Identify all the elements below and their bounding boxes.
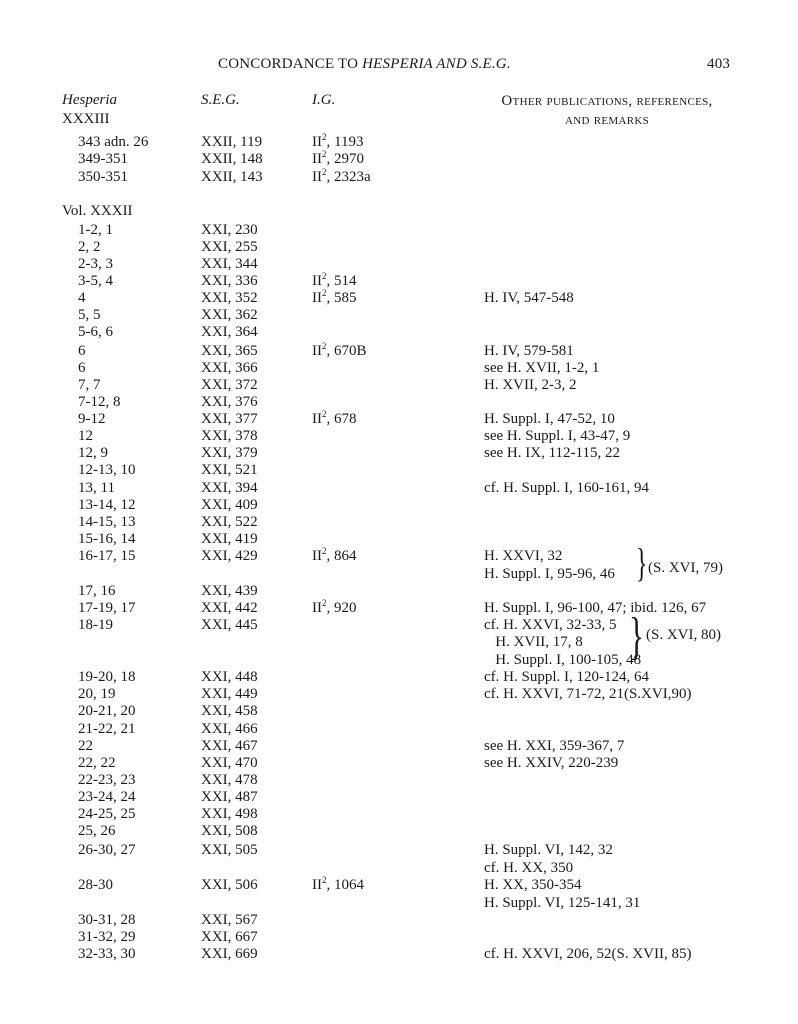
table-row: [0, 877, 798, 894]
ig-ref: [312, 169, 371, 186]
ig-ref-number: , 678: [326, 411, 357, 427]
ig-edition-superscript: 2: [322, 149, 327, 159]
table-row: [0, 772, 798, 789]
hesperia-ref: 16-17, 15: [78, 548, 136, 564]
seg-ref: XXI, 470: [201, 755, 258, 771]
bracket-note-s16-80: (S. XVI, 80): [646, 627, 721, 643]
col-header-other-line2: and remarks: [564, 112, 650, 128]
ig-edition-superscript: 2: [322, 546, 327, 556]
hesperia-ref: 14-15, 13: [78, 514, 136, 530]
seg-ref: XXI, 498: [201, 806, 258, 822]
ig-ref-number: , 920: [326, 600, 357, 616]
hesperia-ref: 20-21, 20: [78, 703, 136, 719]
seg-ref: XXI, 487: [201, 789, 258, 805]
hesperia-ref: 17-19, 17: [78, 600, 136, 616]
ig-ref-volume: II: [312, 273, 322, 289]
other-reference: cf. H. Suppl. I, 160-161, 94: [484, 480, 649, 496]
running-head: [0, 56, 798, 76]
table-row: [0, 151, 798, 168]
ig-ref: [312, 343, 367, 360]
other-reference: H. Suppl. VI, 142, 32: [484, 842, 613, 858]
seg-ref: XXI, 419: [201, 531, 258, 547]
table-row: [0, 755, 798, 772]
seg-ref: XXI, 379: [201, 445, 258, 461]
hesperia-ref: 2-3, 3: [78, 256, 113, 272]
ig-ref: [312, 411, 357, 428]
ig-edition-superscript: 2: [322, 132, 327, 142]
hesperia-ref: 19-20, 18: [78, 669, 136, 685]
hesperia-ref: 6: [78, 343, 86, 359]
ig-ref: [312, 290, 357, 307]
seg-ref: XXI, 449: [201, 686, 258, 702]
table-row: [0, 531, 798, 548]
table-row: [0, 823, 798, 840]
ig-ref-number: , 2323a: [326, 169, 371, 185]
other-reference: H. IV, 547-548: [484, 290, 574, 306]
table-row: [0, 239, 798, 256]
seg-ref: XXI, 409: [201, 497, 258, 513]
seg-ref: XXII, 119: [201, 134, 263, 150]
hesperia-ref: 25, 26: [78, 823, 116, 839]
ig-ref: [312, 600, 357, 617]
seg-ref: XXI, 439: [201, 583, 258, 599]
hesperia-ref: 343 adn. 26: [78, 134, 149, 150]
other-reference: cf. H. XXVI, 206, 52(S. XVII, 85): [484, 946, 692, 962]
table-row: [0, 343, 798, 360]
col-header-other: [482, 92, 732, 130]
ig-ref-volume: II: [312, 600, 322, 616]
other-reference: cf. H. XXVI, 32-33, 5: [484, 617, 617, 633]
hesperia-ref: 30-31, 28: [78, 912, 136, 928]
hesperia-ref: 32-33, 30: [78, 946, 136, 962]
hesperia-ref: 23-24, 24: [78, 789, 136, 805]
table-row: [0, 929, 798, 946]
ig-edition-superscript: 2: [322, 271, 327, 281]
ig-ref: [312, 273, 357, 290]
seg-ref: XXI, 230: [201, 222, 258, 238]
table-row: [0, 273, 798, 290]
table-row: [0, 169, 798, 186]
table-row: [0, 514, 798, 531]
seg-ref: XXI, 442: [201, 600, 258, 616]
table-row: [0, 480, 798, 497]
hesperia-ref: 350-351: [78, 169, 128, 185]
ig-edition-superscript: 2: [322, 341, 327, 351]
table-row: [0, 946, 798, 963]
seg-ref: XXI, 378: [201, 428, 258, 444]
hesperia-ref: 2, 2: [78, 239, 101, 255]
table-row: [0, 912, 798, 929]
other-reference: H. XVII, 17, 8: [484, 634, 583, 650]
col-header-hesperia: Hesperia: [62, 92, 117, 108]
volume-label-prev: XXXIII: [62, 111, 110, 127]
other-reference: H. Suppl. I, 100-105, 48: [484, 652, 642, 668]
hesperia-ref: 24-25, 25: [78, 806, 136, 822]
seg-ref: XXI, 394: [201, 480, 258, 496]
ig-ref-volume: II: [312, 548, 322, 564]
table-row: [0, 307, 798, 324]
ig-ref-volume: II: [312, 343, 322, 359]
hesperia-ref: 7-12, 8: [78, 394, 121, 410]
hesperia-ref: 4: [78, 290, 86, 306]
table-row: [0, 360, 798, 377]
other-reference: see H. Suppl. I, 43-47, 9: [484, 428, 631, 444]
ig-ref-number: , 864: [326, 548, 357, 564]
ig-edition-superscript: 2: [322, 875, 327, 885]
ig-ref-number: , 2970: [326, 151, 364, 167]
running-title: [218, 56, 511, 73]
hesperia-ref: 18-19: [78, 617, 113, 633]
hesperia-ref: 6: [78, 360, 86, 376]
seg-ref: XXI, 376: [201, 394, 258, 410]
ig-ref-volume: II: [312, 151, 322, 167]
ig-edition-superscript: 2: [322, 598, 327, 608]
hesperia-ref: 5-6, 6: [78, 324, 113, 340]
other-reference: see H. XXI, 359-367, 7: [484, 738, 625, 754]
table-row: [0, 134, 798, 151]
ig-ref-volume: II: [312, 290, 322, 306]
running-title-italic: HESPERIA AND S.E.G.: [362, 56, 511, 72]
table-row: [0, 583, 798, 600]
other-reference: see H. XVII, 1-2, 1: [484, 360, 600, 376]
hesperia-ref: 7, 7: [78, 377, 101, 393]
other-reference: H. IV, 579-581: [484, 343, 574, 359]
ig-ref: [312, 548, 357, 565]
hesperia-ref: 22: [78, 738, 93, 754]
seg-ref: XXI, 667: [201, 929, 258, 945]
seg-ref: XXI, 344: [201, 256, 258, 272]
hesperia-ref: 15-16, 14: [78, 531, 136, 547]
seg-ref: XXI, 362: [201, 307, 258, 323]
brace-right: }: [635, 540, 648, 585]
table-row: [0, 703, 798, 720]
hesperia-ref: 21-22, 21: [78, 721, 136, 737]
seg-ref: XXI, 567: [201, 912, 258, 928]
table-row: [0, 445, 798, 462]
seg-ref: XXI, 377: [201, 411, 258, 427]
ig-ref-volume: II: [312, 169, 322, 185]
hesperia-ref: 26-30, 27: [78, 842, 136, 858]
other-reference: cf. H. XXVI, 71-72, 21(S.XVI,90): [484, 686, 692, 702]
other-reference: H. XVII, 2-3, 2: [484, 377, 577, 393]
table-row: [0, 256, 798, 273]
other-reference: H. Suppl. I, 95-96, 46: [484, 566, 615, 582]
seg-ref: XXI, 372: [201, 377, 258, 393]
ig-ref-number: , 1193: [326, 134, 364, 150]
seg-ref: XXI, 352: [201, 290, 258, 306]
seg-ref: XXI, 466: [201, 721, 258, 737]
ig-ref: [312, 134, 363, 151]
hesperia-ref: 28-30: [78, 877, 113, 893]
table-row: [0, 738, 798, 755]
seg-ref: XXI, 508: [201, 823, 258, 839]
other-reference: see H. XXIV, 220-239: [484, 755, 619, 771]
table-row: [0, 377, 798, 394]
hesperia-ref: 3-5, 4: [78, 273, 113, 289]
ig-ref-volume: II: [312, 877, 322, 893]
table-row: [0, 686, 798, 703]
hesperia-ref: 22, 22: [78, 755, 116, 771]
ig-ref-number: , 585: [326, 290, 357, 306]
ig-ref-volume: II: [312, 411, 322, 427]
table-row: [0, 669, 798, 686]
table-row: [0, 462, 798, 479]
table-row: [0, 428, 798, 445]
table-row: [0, 895, 798, 912]
other-reference: H. Suppl. I, 96-100, 47; ibid. 126, 67: [484, 600, 707, 616]
table-row: [0, 290, 798, 307]
seg-ref: XXI, 458: [201, 703, 258, 719]
seg-ref: XXII, 143: [201, 169, 263, 185]
other-reference: cf. H. XX, 350: [484, 860, 574, 876]
table-row: [0, 324, 798, 341]
seg-ref: XXI, 448: [201, 669, 258, 685]
table-row: [0, 842, 798, 859]
hesperia-ref: 1-2, 1: [78, 222, 113, 238]
table-row: [0, 411, 798, 428]
hesperia-ref: 9-12: [78, 411, 106, 427]
table-row: [0, 394, 798, 411]
seg-ref: XXI, 522: [201, 514, 258, 530]
hesperia-ref: 31-32, 29: [78, 929, 136, 945]
ig-edition-superscript: 2: [322, 409, 327, 419]
table-row: [0, 222, 798, 239]
ig-edition-superscript: 2: [322, 288, 327, 298]
brace-right: }: [628, 608, 644, 665]
other-reference: H. XX, 350-354: [484, 877, 582, 893]
seg-ref: XXI, 336: [201, 273, 258, 289]
other-reference: cf. H. Suppl. I, 120-124, 64: [484, 669, 649, 685]
page-number: 403: [707, 56, 731, 72]
table-row: [0, 806, 798, 823]
seg-ref: XXI, 506: [201, 877, 258, 893]
hesperia-ref: 17, 16: [78, 583, 116, 599]
other-reference: H. Suppl. VI, 125-141, 31: [484, 895, 641, 911]
table-row: [0, 721, 798, 738]
seg-ref: XXI, 364: [201, 324, 258, 340]
table-row: [0, 652, 798, 669]
seg-ref: XXI, 445: [201, 617, 258, 633]
seg-ref: XXI, 366: [201, 360, 258, 376]
seg-ref: XXII, 148: [201, 151, 263, 167]
col-header-ig: I.G.: [312, 92, 336, 108]
other-reference: H. Suppl. I, 47-52, 10: [484, 411, 615, 427]
hesperia-ref: 13, 11: [78, 480, 115, 496]
hesperia-ref: 12, 9: [78, 445, 108, 461]
hesperia-ref: 12-13, 10: [78, 462, 136, 478]
table-row: [0, 497, 798, 514]
seg-ref: XXI, 521: [201, 462, 258, 478]
bracket-note-s16-79: (S. XVI, 79): [648, 560, 723, 576]
other-reference: H. XXVI, 32: [484, 548, 563, 564]
hesperia-ref: 12: [78, 428, 93, 444]
seg-ref: XXI, 365: [201, 343, 258, 359]
table-row: [0, 789, 798, 806]
ig-ref-number: , 1064: [326, 877, 364, 893]
seg-ref: XXI, 429: [201, 548, 258, 564]
hesperia-ref: 13-14, 12: [78, 497, 136, 513]
ig-ref: [312, 877, 364, 894]
seg-ref: XXI, 505: [201, 842, 258, 858]
seg-ref: XXI, 467: [201, 738, 258, 754]
ig-ref-number: , 514: [326, 273, 357, 289]
col-header-seg: S.E.G.: [201, 92, 240, 108]
seg-ref: XXI, 478: [201, 772, 258, 788]
hesperia-ref: 349-351: [78, 151, 128, 167]
table-row: [0, 600, 798, 617]
volume-label-current: Vol. XXXII: [62, 203, 133, 219]
ig-ref-number: , 670B: [326, 343, 367, 359]
table-row: [0, 860, 798, 877]
hesperia-ref: 22-23, 23: [78, 772, 136, 788]
hesperia-ref: 20, 19: [78, 686, 116, 702]
hesperia-ref: 5, 5: [78, 307, 101, 323]
running-title-prefix: CONCORDANCE TO: [218, 56, 363, 72]
seg-ref: XXI, 255: [201, 239, 258, 255]
col-header-other-line1: Other publications, references,: [501, 93, 713, 109]
seg-ref: XXI, 669: [201, 946, 258, 962]
ig-ref: [312, 151, 364, 168]
ig-edition-superscript: 2: [322, 167, 327, 177]
other-reference: see H. IX, 112-115, 22: [484, 445, 620, 461]
ig-ref-volume: II: [312, 134, 322, 150]
